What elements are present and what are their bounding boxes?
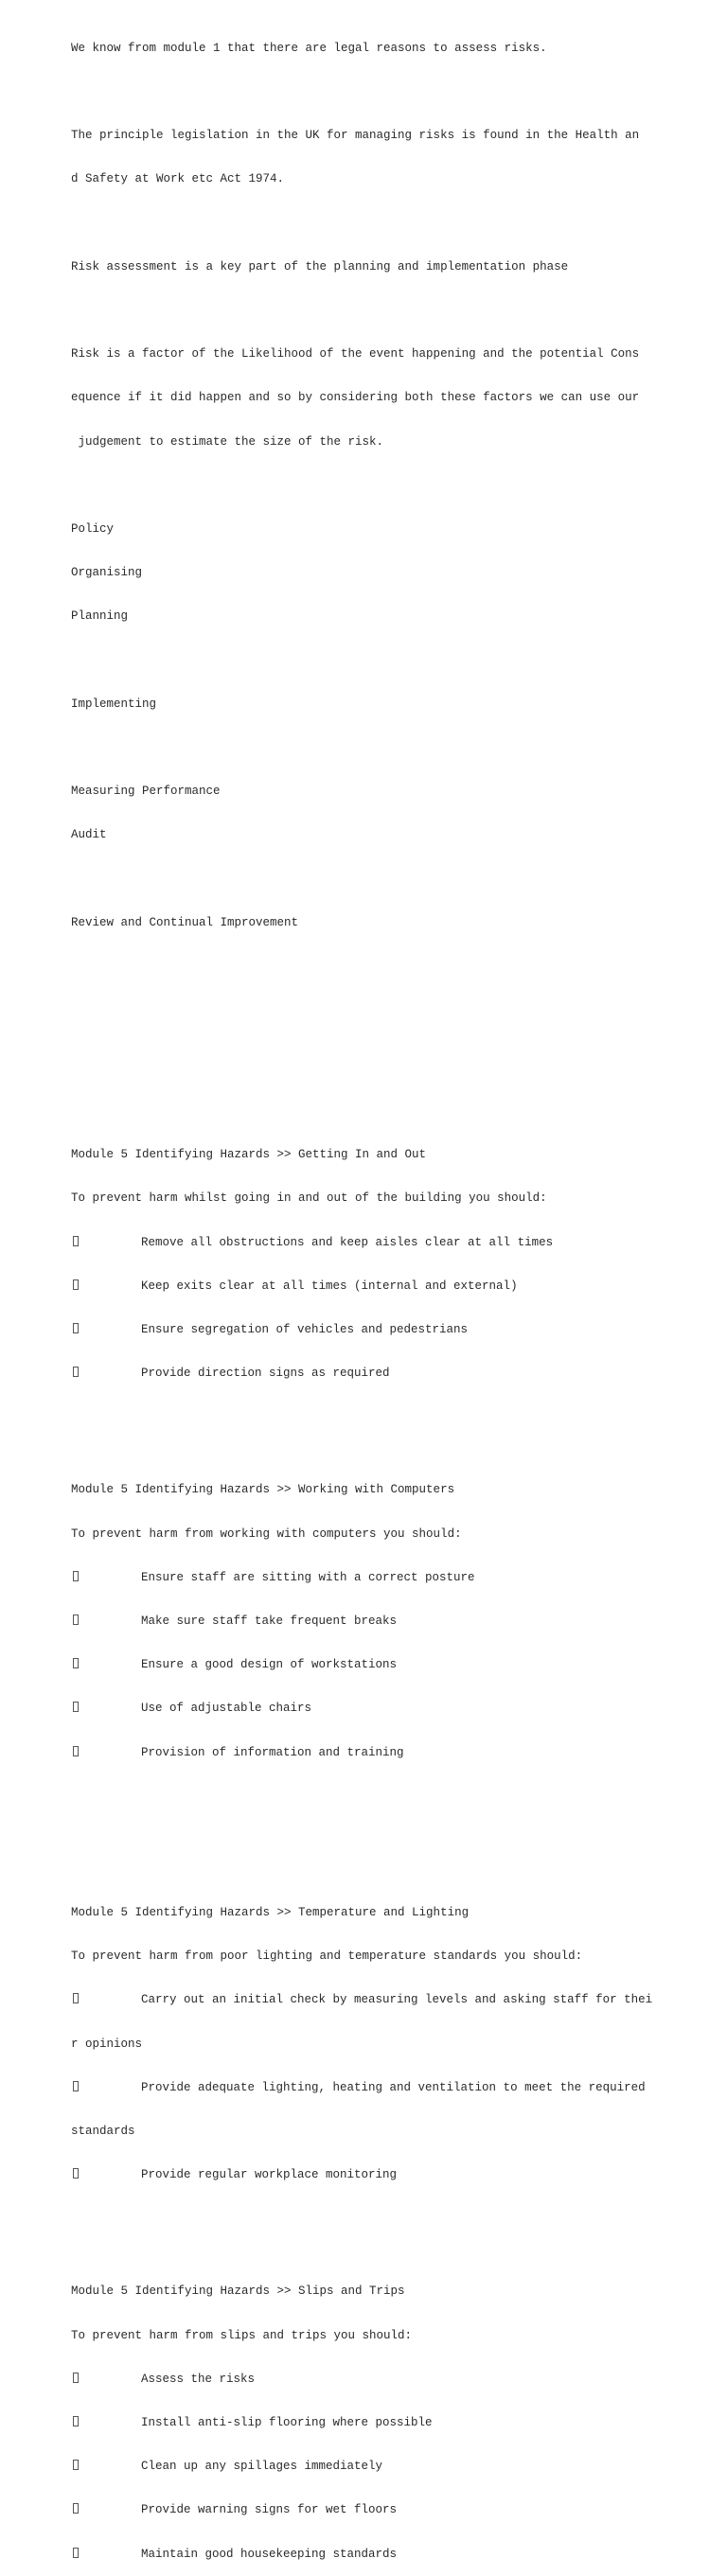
bullet-box-icon — [73, 1702, 79, 1712]
bullet-box-icon — [73, 1746, 79, 1756]
intro-paragraph-2-line-2: d Safety at Work etc Act 1974. — [71, 172, 285, 186]
list-item: Keep exits clear at all times (internal and external) — [71, 1279, 715, 1294]
bullet-box-icon — [73, 1993, 79, 2003]
document-body — [71, 12, 715, 2576]
cycle-audit: Audit — [71, 828, 107, 842]
section-intro: To prevent harm whilst going in and out of the building you should: — [71, 1191, 547, 1206]
list-item: Provision of information and training — [71, 1746, 715, 1760]
blank-line — [71, 1833, 715, 1847]
bullet-box-icon — [73, 2416, 79, 2426]
section-heading: Module 5 Identifying Hazards >> Getting In and Out — [71, 1148, 427, 1162]
intro-paragraph-4-line-1: Risk is a factor of the Likelihood of the event happening and the potential Cons — [71, 347, 640, 362]
section-intro: To prevent harm from working with computers you should: — [71, 1526, 462, 1541]
bullet-box-icon — [73, 2168, 79, 2179]
blank-line — [71, 304, 715, 318]
blank-line — [71, 873, 715, 887]
section-heading: Module 5 Identifying Hazards >> Slips and Trips — [71, 2285, 405, 2299]
bullet-box-icon — [73, 2373, 79, 2383]
blank-line — [71, 1410, 715, 1424]
bullet-box-icon — [73, 1614, 79, 1625]
list-item-wrap: standards — [71, 2125, 135, 2138]
bullet-box-icon — [73, 1236, 79, 1246]
list-item: Make sure staff take frequent breaks — [71, 1614, 715, 1629]
list-item: Carry out an initial check by measuring levels and asking staff for thei — [71, 1993, 715, 2007]
blank-line — [71, 217, 715, 231]
cycle-review: Review and Continual Improvement — [71, 915, 299, 929]
cycle-organising: Organising — [71, 566, 143, 580]
bullet-box-icon — [73, 1658, 79, 1668]
section-intro: To prevent harm from slips and trips you should: — [71, 2328, 413, 2342]
intro-paragraph-4-line-3: judgement to estimate the size of the risk. — [71, 434, 384, 449]
list-item: Provide adequate lighting, heating and ventilation to meet the required — [71, 2081, 715, 2095]
list-item: Ensure staff are sitting with a correct posture — [71, 1571, 715, 1585]
list-item: Ensure segregation of vehicles and pedestrians — [71, 1323, 715, 1337]
cycle-measuring: Measuring Performance — [71, 785, 221, 799]
bullet-box-icon — [73, 1367, 79, 1377]
blank-line — [71, 741, 715, 755]
section-heading: Module 5 Identifying Hazards >> Working with Computers — [71, 1483, 455, 1497]
bullet-box-icon — [73, 2503, 79, 2514]
blank-line — [71, 85, 715, 99]
blank-line — [71, 2212, 715, 2226]
list-item: Provide direction signs as required — [71, 1367, 715, 1381]
bullet-box-icon — [73, 2460, 79, 2470]
cycle-implementing: Implementing — [71, 697, 157, 711]
bullet-box-icon — [73, 1279, 79, 1290]
intro-paragraph-1: We know from module 1 that there are legal reasons to assess risks. — [71, 41, 547, 55]
list-item: Maintain good housekeeping standards — [71, 2548, 715, 2562]
list-item: Use of adjustable chairs — [71, 1702, 715, 1716]
section-heading: Module 5 Identifying Hazards >> Temperature and Lighting — [71, 1905, 470, 1919]
blank-line — [71, 1790, 715, 1804]
blank-line — [71, 654, 715, 668]
list-item: Assess the risks — [71, 2373, 715, 2387]
list-item-wrap: r opinions — [71, 2037, 143, 2051]
section-intro: To prevent harm from poor lighting and temperature standards you should: — [71, 1950, 583, 1964]
blank-line — [71, 479, 715, 493]
list-item: Remove all obstructions and keep aisles clear at all times — [71, 1236, 715, 1250]
bullet-box-icon — [73, 1323, 79, 1333]
list-item: Ensure a good design of workstations — [71, 1658, 715, 1672]
cycle-planning: Planning — [71, 609, 129, 624]
intro-paragraph-2-line-1: The principle legislation in the UK for managing risks is found in the Health an — [71, 129, 640, 143]
list-item: Provide regular workplace monitoring — [71, 2168, 715, 2182]
bullet-box-icon — [73, 2548, 79, 2558]
bullet-box-icon — [73, 1571, 79, 1581]
intro-paragraph-3: Risk assessment is a key part of the planning and implementation phase — [71, 259, 569, 273]
cycle-policy: Policy — [71, 522, 115, 537]
list-item: Provide warning signs for wet floors — [71, 2503, 715, 2517]
page-gap — [71, 974, 715, 1089]
intro-paragraph-4-line-2: equence if it did happen and so by considering both these factors we can use our — [71, 391, 640, 405]
bullet-box-icon — [73, 2081, 79, 2091]
list-item: Install anti-slip flooring where possible — [71, 2416, 715, 2430]
list-item: Clean up any spillages immediately — [71, 2460, 715, 2474]
